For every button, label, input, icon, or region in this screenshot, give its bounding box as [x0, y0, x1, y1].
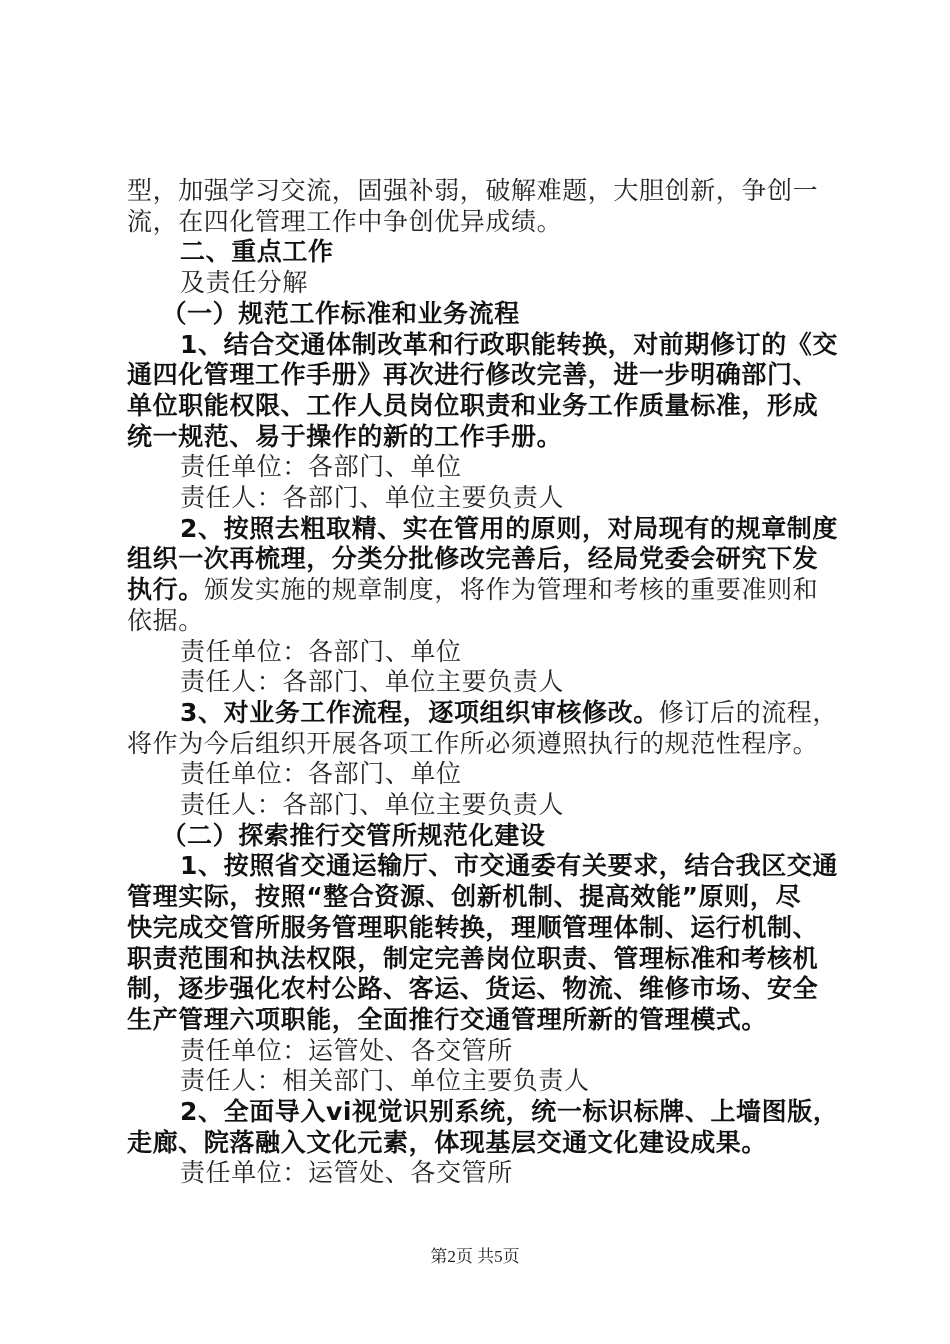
text-line: 快完成交管所服务管理职能转换，理顺管理体制、运行机制、	[127, 912, 819, 942]
text-line: 责任人：各部门、单位主要负责人	[180, 790, 565, 819]
text-line: 管理实际，按照“整合资源、创新机制、提高效能”原则，尽	[127, 882, 802, 912]
text-line: 依据。	[127, 605, 204, 635]
text-line: 2、全面导入vi视觉识别系统，统一标识标牌、上墙图版，	[180, 1097, 839, 1126]
text-line: 执行。颁发实施的规章制度，将作为管理和考核的重要准则和	[127, 575, 819, 605]
text-line: 责任单位：各部门、单位	[180, 759, 462, 789]
text-line: 3、对业务工作流程，逐项组织审核修改。修订后的流程，	[180, 697, 838, 727]
text-line: 责任单位：各部门、单位	[180, 636, 462, 666]
text-line: 1、结合交通体制改革和行政职能转换，对前期修订的《交	[180, 329, 838, 359]
text-line: 责任人：各部门、单位主要负责人	[180, 483, 565, 512]
page-footer: 第2页 共5页	[430, 1247, 520, 1266]
text-line: 通四化管理工作手册》再次进行修改完善，进一步明确部门、	[127, 360, 819, 390]
text-line: （二）探索推行交管所规范化建设	[161, 820, 546, 850]
text-line: 1、按照省交通运输厅、市交通委有关要求，结合我区交通	[180, 851, 838, 881]
text-line: （一）规范工作标准和业务流程	[161, 298, 520, 328]
text-line: 型，加强学习交流，固强补弱，破解难题，大胆创新，争创一	[127, 176, 819, 205]
text-line: 2、按照去粗取精、实在管用的原则，对局现有的规章制度	[180, 513, 838, 543]
text-line: 及责任分解	[180, 268, 309, 298]
text-line: 单位职能权限、工作人员岗位职责和业务工作质量标准，形成	[127, 390, 819, 420]
text-line: 组织一次再梳理，分类分批修改完善后，经局党委会研究下发	[127, 544, 819, 574]
text-line: 流，在四化管理工作中争创优异成绩。	[127, 206, 563, 236]
text-line: 统一规范、易于操作的新的工作手册。	[127, 421, 563, 451]
text-line: 职责范围和执法权限，制定完善岗位职责、管理标准和考核机	[127, 943, 819, 973]
text-line: 责任人：相关部门、单位主要负责人	[180, 1066, 590, 1096]
text-line: 将作为今后组织开展各项工作所必须遵照执行的规范性程序。	[127, 728, 819, 758]
text-line: 责任单位：运管处、各交管所	[180, 1158, 513, 1188]
text-line: 制，逐步强化农村公路、客运、货运、物流、维修市场、安全	[127, 974, 819, 1004]
text-line: 生产管理六项职能，全面推行交通管理所新的管理模式。	[127, 1004, 768, 1034]
text-line: 责任单位：各部门、单位	[180, 452, 462, 482]
text-line: 走廊、院落融入文化元素，体现基层交通文化建设成果。	[127, 1127, 768, 1157]
text-line: 责任人：各部门、单位主要负责人	[180, 667, 565, 697]
text-line: 责任单位：运管处、各交管所	[180, 1035, 513, 1065]
text-line: 二、重点工作	[180, 237, 334, 267]
